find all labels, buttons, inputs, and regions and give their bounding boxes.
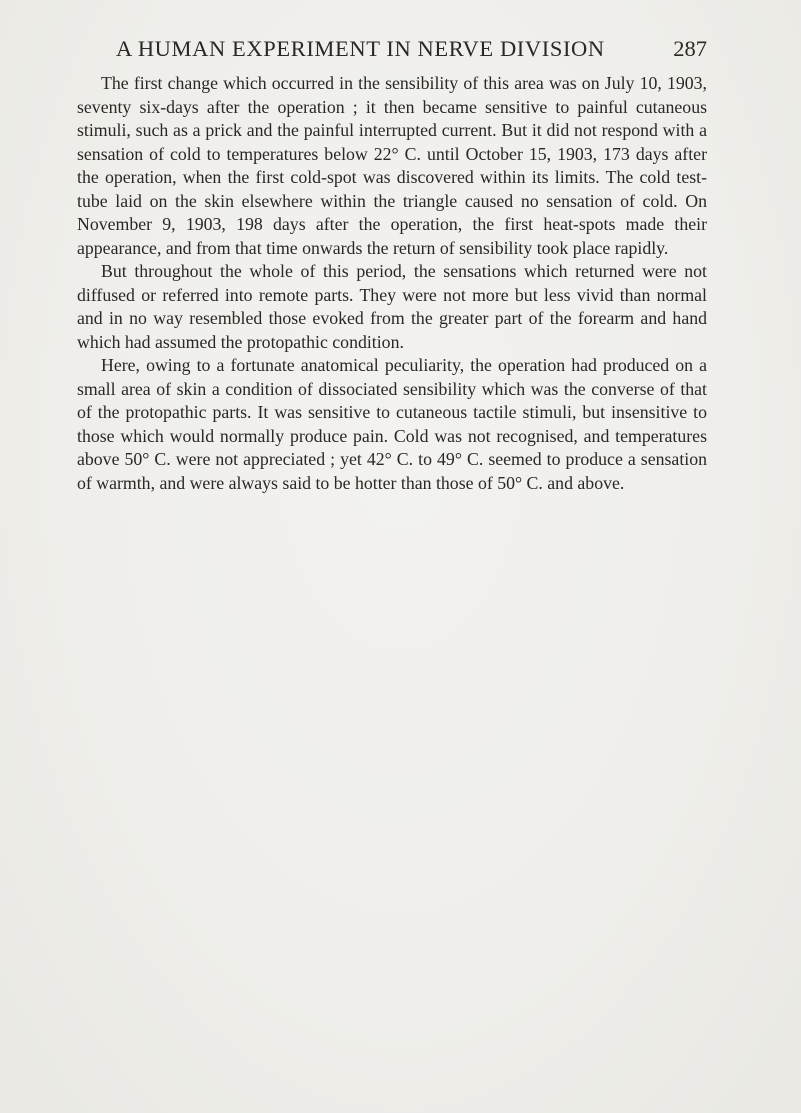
paragraph-2: But throughout the whole of this period, the sensations which returned were not diffused or referred into remote parts. They were not more but less vivid than normal and in no way resembled those evoked from the greater part of the forearm and hand which had assumed the protopathic condition. [77, 261, 707, 352]
page-header [77, 36, 707, 66]
body-text [77, 72, 707, 495]
paragraph-1: The first change which occurred in the sensibility of this area was on July 10, 1903, seventy six-days after the operation ; it then became sensitive to painful cutaneous stimuli, such as a prick and the painful interrupted current. But it did not respond with a sensation of cold to temperatures below 22° C. until October 15, 1903, 173 days after the operation, when the first cold-spot was discovered within its limits. The cold test-tube laid on the skin elsewhere within the triangle caused no sensation of cold. On November 9, 1903, 198 days after the operation, the first heat-spots made their appearance, and from that time onwards the return of sensibility took place rapidly. [77, 73, 707, 258]
running-title: A HUMAN EXPERIMENT IN NERVE DIVISION [116, 36, 605, 61]
paragraph-3: Here, owing to a fortunate anatomical peculiarity, the operation had produced on a small area of skin a condition of dissociated sensibility which was the converse of that of the protopathic parts. It was sensitive to cutaneous tactile stimuli, but insensitive to those which would normally produce pain. Cold was not recognised, and temperatures above 50° C. were not appreciated ; yet 42° C. to 49° C. seemed to produce a sensation of warmth, and were always said to be hotter than those of 50° C. and above. [77, 355, 707, 493]
page-number: 287 [673, 36, 707, 61]
